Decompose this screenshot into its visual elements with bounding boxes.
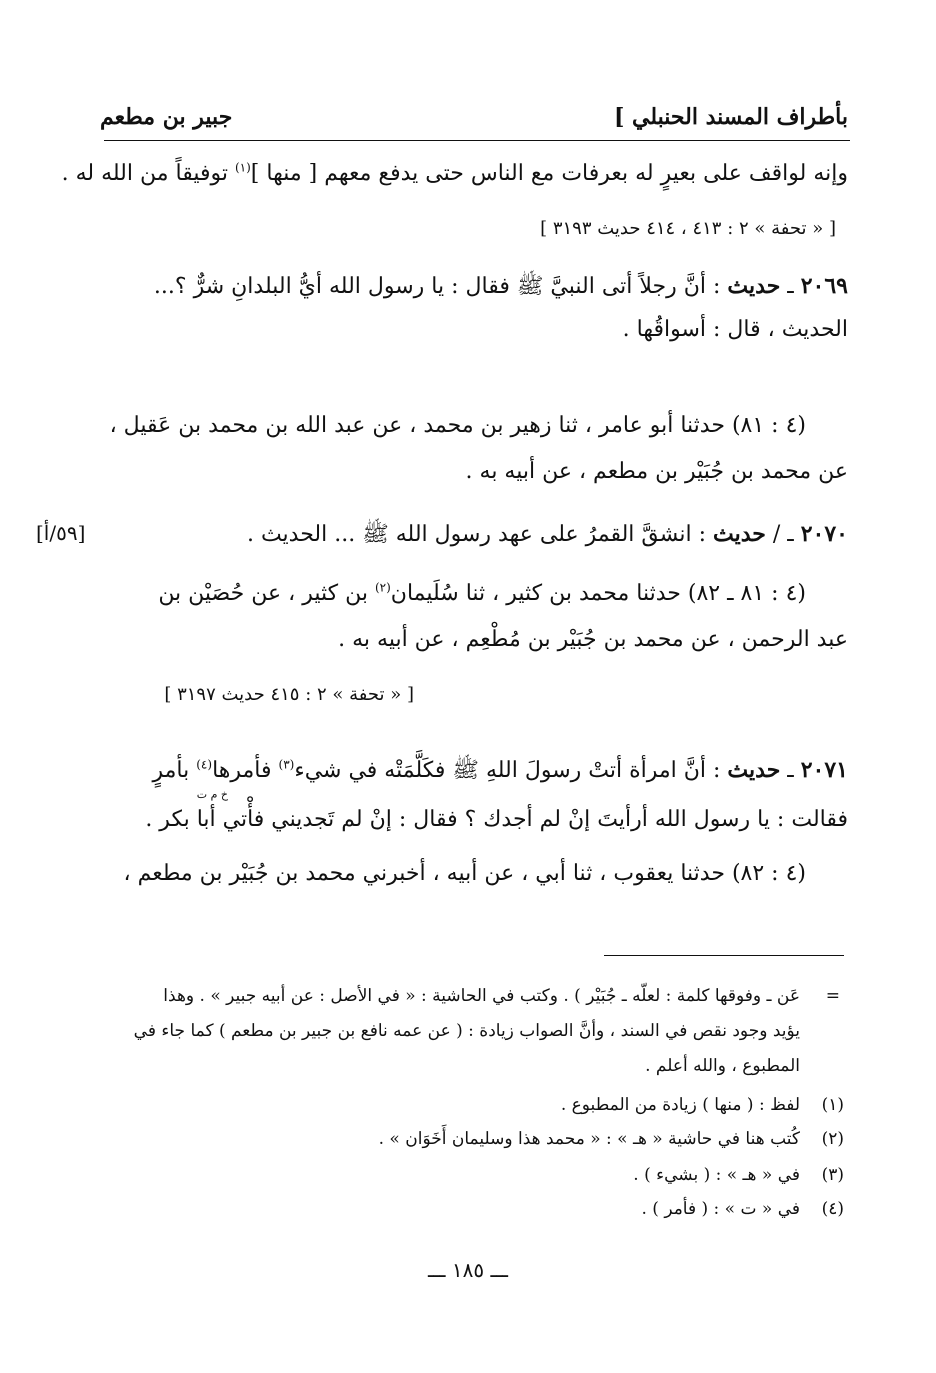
footnote-continuation-line-1: عَن ـ وفوقها كلمة : لعلّه ـ جُبَيْر ) . وكتب في الحاشية : « في الأصل : عن أبيه جبير » . وهذا: [163, 986, 800, 1006]
page-number: ـــ ١٨٥ ـــ: [427, 1258, 509, 1282]
footnote-rule: [604, 955, 844, 956]
hadith-label: حديث: [713, 521, 766, 547]
dash: ـ: [780, 758, 801, 783]
footnote-number: (٣): [821, 1165, 844, 1185]
dash: ـ: [780, 274, 801, 299]
hadith-text: فأمرها: [212, 758, 279, 783]
isnad-2071-line-1: (٤ : ٨٢) حدثنا يعقوب ، ثنا أبي ، عن أبيه ، أخبرني محمد بن جُبَيْر بن مطعم ،: [123, 861, 806, 886]
footnote-3: في « هـ » : ( بشيء ) .: [633, 1165, 800, 1185]
hadith-text: : أنَّ امرأة أتتْ رسولَ اللهِ ﷺ فكَلَّمَتْه في شيء: [294, 758, 728, 783]
footnote-1: لفظ : ( منها ) زيادة من المطبوع .: [560, 1095, 800, 1115]
hadith-number: ٢٠٦٩: [800, 273, 848, 299]
footnote-4: في « ت » : ( فأمر ) .: [641, 1199, 800, 1219]
footnote-2: كُتب هنا في حاشية « هـ » : « محمد هذا وسليمان أَخَوَان » .: [378, 1129, 800, 1149]
header-section-title: جبير بن مطعم: [100, 104, 233, 130]
hadith-label: حديث: [727, 273, 781, 299]
running-header: [100, 104, 848, 138]
hadith-2069-heading: [100, 272, 848, 302]
hadith-2071-line-2: فقالت : يا رسول الله أرأيتَ إنْ لم أجدك ؟ فقال : إنْ لم تَجديني فأْتي أبا بكر .: [145, 807, 848, 832]
line-text: بن كثير ، عن حُصَيْن بن: [158, 581, 375, 606]
hadith-2070-heading: [180, 520, 848, 550]
footnote-continuation-line-3: المطبوع ، والله أعلم .: [645, 1056, 800, 1076]
line-text: (٤ : ٨١ ـ ٨٢) حدثنا محمد بن كثير ، ثنا سُلَيمان: [390, 581, 806, 606]
footnote-continuation-line-2: يؤيد وجود نقص في السند ، وأنَّ الصواب زيادة : ( عن عمه نافع بن جبير بن مطعم ) كما جاء في: [133, 1021, 800, 1041]
hadith-2071-source-sigla: خ م ت: [196, 788, 228, 801]
isnad-2069-line-2: عن محمد بن جُبَيْر بن مطعم ، عن أبيه به .: [465, 459, 848, 484]
isnad-2069-line-1: (٤ : ٨١) حدثنا أبو عامر ، ثنا زهير بن محمد ، عن عبد الله بن محمد بن عَقيل ،: [109, 413, 806, 438]
tuhfa-reference-1: [ « تحفة » ٢ : ٤١٣ ، ٤١٤ حديث ٣١٩٣ ]: [540, 218, 836, 239]
hadith-text: بأمرٍ: [152, 758, 197, 783]
manuscript-folio-marker: [٥٩/أ]: [36, 521, 86, 545]
footnote-number: (٢): [821, 1129, 844, 1149]
footnote-marker: (١): [234, 160, 251, 175]
footnote-marker: (٤): [196, 757, 213, 772]
hadith-label: حديث: [727, 757, 781, 783]
footnote-marker: (٣): [278, 757, 295, 772]
footnote-continuation-mark: =: [825, 986, 840, 1006]
footnote-number: (١): [821, 1095, 844, 1115]
hadith-2071-heading: [100, 756, 848, 786]
hadith-text: : أنَّ رجلاً أتى النبيَّ ﷺ فقال : يا رسول الله أيُّ البلدانِ شرٌّ ؟...: [153, 274, 728, 299]
footnote-marker: (٢): [374, 580, 391, 595]
header-rule: [104, 140, 850, 141]
isnad-2070-line-1: [100, 580, 806, 609]
text-line-1: [61, 160, 848, 189]
hadith-number: ٢٠٧١: [800, 757, 848, 783]
line-text: توفيقاً من الله له .: [61, 161, 235, 186]
header-book-title: بأطراف المسند الحنبلي ]: [613, 104, 848, 130]
isnad-2070-line-2: عبد الرحمن ، عن محمد بن جُبَيْر بن مُطْعِم ، عن أبيه به .: [338, 627, 848, 652]
tuhfa-reference-2: [ « تحفة » ٢ : ٤١٥ حديث ٣١٩٧ ]: [164, 684, 414, 705]
dash: ـ /: [765, 522, 801, 547]
hadith-number: ٢٠٧٠: [800, 521, 848, 547]
hadith-text: : انشقَّ القمرُ على عهد رسول الله ﷺ ... الحديث .: [246, 522, 714, 547]
line-text: وإنه لواقف على بعيرٍ له بعرفات مع الناس حتى يدفع معهم [ منها ]: [250, 161, 848, 186]
footnote-number: (٤): [821, 1199, 844, 1219]
hadith-2069-line-2: الحديث ، قال : أسواقُها .: [622, 317, 848, 342]
